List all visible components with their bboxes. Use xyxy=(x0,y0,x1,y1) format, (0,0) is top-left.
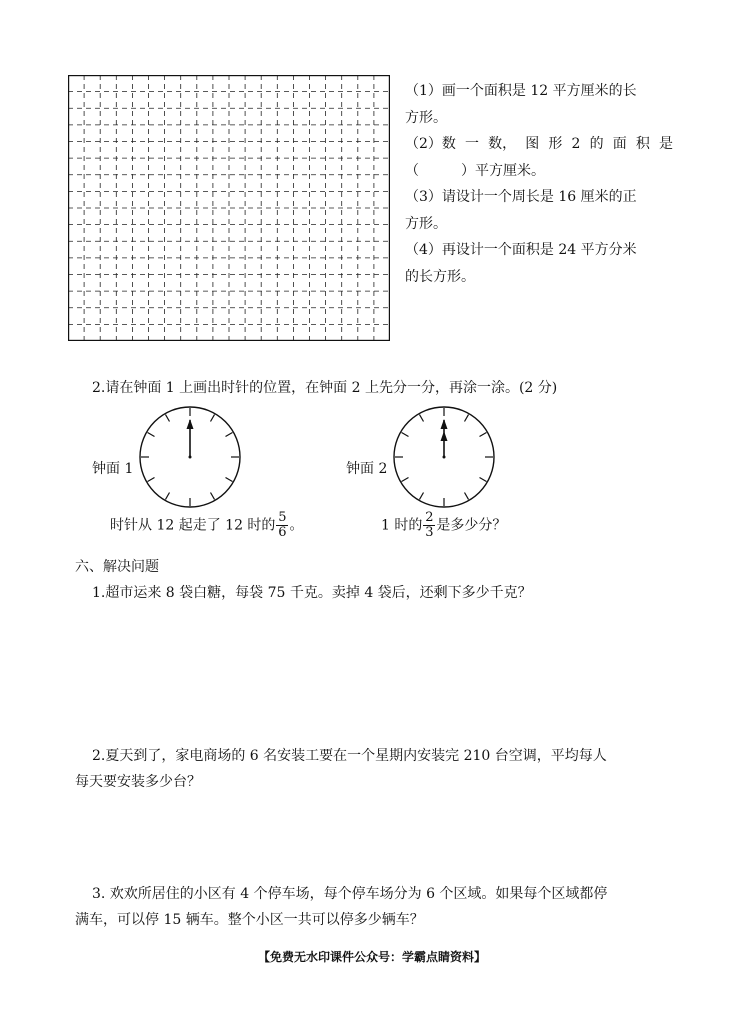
hour-tick xyxy=(148,478,155,482)
clock-1-caption xyxy=(110,511,303,540)
clock-instruction: 2.请在钟面 1 上画出时针的位置，在钟面 2 上先分一分，再涂一涂。(2 分) xyxy=(92,380,558,396)
fraction-2-3 xyxy=(423,511,435,540)
hour-tick xyxy=(420,415,424,422)
task-2-word: 积 xyxy=(635,136,650,152)
section-6-heading: 六、解决问题 xyxy=(75,559,159,575)
hour-tick xyxy=(166,415,170,422)
footer-note: 【免费无水印课件公众号：学霸点睛资料】 xyxy=(257,950,486,964)
hour-tick xyxy=(402,478,409,482)
hour-tick xyxy=(465,493,469,500)
fraction-5-6 xyxy=(276,511,288,540)
task-1-line-1: （1）画一个面积是 12 平方厘米的长 xyxy=(405,83,637,99)
task-2-word: 一 xyxy=(465,136,480,152)
caption-1-end: 。 xyxy=(289,517,304,534)
grid-task-list xyxy=(405,78,673,290)
hour-tick xyxy=(402,433,409,437)
task-2-word: （2）数 xyxy=(405,136,456,152)
hour-tick xyxy=(226,433,233,437)
arrowhead-icon xyxy=(441,419,448,429)
arrowhead-icon xyxy=(441,431,448,441)
clock-1-label: 钟面 1 xyxy=(92,461,134,477)
task-2-word: 2 xyxy=(571,136,581,152)
arrowhead-icon xyxy=(187,419,194,429)
fraction-denominator: 3 xyxy=(425,525,434,540)
caption-2-text: 1 时的 xyxy=(381,517,423,534)
clock-1-svg xyxy=(138,405,242,509)
fraction-numerator: 2 xyxy=(425,510,434,525)
hour-tick xyxy=(480,433,487,437)
task-2-word: 数， xyxy=(488,136,517,152)
question-3-line-2: 满车，可以停 15 辆车。整个小区一共可以停多少辆车？ xyxy=(75,912,424,928)
hour-tick xyxy=(166,493,170,500)
hour-tick xyxy=(211,415,215,422)
clock-center xyxy=(189,456,192,459)
clock-2-svg xyxy=(392,405,496,509)
fraction-denominator: 6 xyxy=(278,525,287,540)
hour-tick xyxy=(226,478,233,482)
clock-2-label: 钟面 2 xyxy=(346,461,388,477)
hour-tick xyxy=(148,433,155,437)
task-3-line-2: 方形。 xyxy=(405,215,447,232)
task-2-line-1 xyxy=(405,131,673,158)
caption-2-end: 是多少分？ xyxy=(436,517,507,534)
clock-center xyxy=(443,456,446,459)
question-2-line-1: 2.夏天到了，家电商场的 6 名安装工要在一个星期内安装完 210 台空调，平均每人 xyxy=(92,748,607,764)
hour-tick xyxy=(480,478,487,482)
hour-tick xyxy=(420,493,424,500)
hour-tick xyxy=(211,493,215,500)
clock-face-2[interactable] xyxy=(392,405,496,509)
dotted-grid xyxy=(68,75,390,341)
question-2-line-2: 每天要安装多少台？ xyxy=(75,774,201,790)
task-4-line-1: （4）再设计一个面积是 24 平方分米 xyxy=(405,242,637,258)
caption-1-text: 时针从 12 起走了 12 时的 xyxy=(110,517,276,534)
hour-tick xyxy=(465,415,469,422)
clock-face-1[interactable] xyxy=(138,405,242,509)
question-1: 1.超市运来 8 袋白糖，每袋 75 千克。卖掉 4 袋后，还剩下多少千克？ xyxy=(92,585,532,601)
task-2-word: 是 xyxy=(658,136,673,152)
fraction-numerator: 5 xyxy=(278,510,287,525)
task-2-word: 形 xyxy=(548,136,563,152)
task-1-line-2: 方形。 xyxy=(405,109,447,126)
task-2-word: 的 xyxy=(589,136,604,152)
clock-2-caption xyxy=(381,511,506,540)
grid-svg xyxy=(68,75,390,341)
question-3-line-1: 3. 欢欢所居住的小区有 4 个停车场，每个停车场分为 6 个区域。如果每个区域都停 xyxy=(92,886,608,902)
task-2-word: 图 xyxy=(525,136,540,152)
task-2-word: 面 xyxy=(612,136,627,152)
task-4-line-2: 的长方形。 xyxy=(405,268,475,285)
task-2-line-2: （ ）平方厘米。 xyxy=(405,162,545,179)
task-3-line-1: （3）请设计一个周长是 16 厘米的正 xyxy=(405,189,637,205)
